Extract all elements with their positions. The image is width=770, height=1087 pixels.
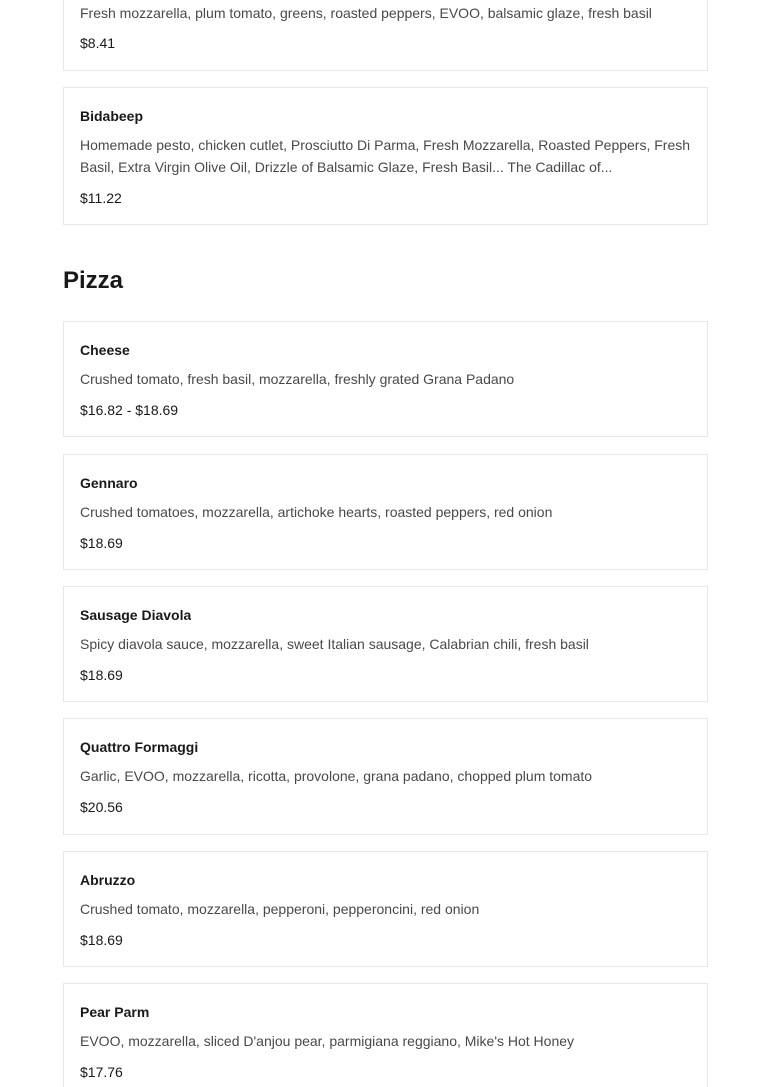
item-name: Pear Parm	[80, 1004, 150, 1020]
menu-item-card[interactable]	[63, 454, 708, 570]
item-description: Crushed tomatoes, mozzarella, artichoke hearts, roasted peppers, red onion	[80, 504, 553, 520]
item-price: $18.69	[80, 667, 123, 683]
item-description: Spicy diavola sauce, mozzarella, sweet Italian sausage, Calabrian chili, fresh basil	[80, 636, 589, 652]
menu-item-card[interactable]	[63, 851, 708, 967]
menu-item-card[interactable]	[63, 0, 708, 71]
item-description: Crushed tomato, mozzarella, pepperoni, pepperoncini, red onion	[80, 901, 480, 917]
menu-item-card[interactable]	[63, 983, 708, 1087]
item-price: $16.82 - $18.69	[80, 402, 179, 418]
item-price: $20.56	[80, 799, 123, 815]
menu-item-card[interactable]	[63, 321, 708, 437]
item-description: Garlic, EVOO, mozzarella, ricotta, provolone, grana padano, chopped plum tomato	[80, 768, 593, 784]
item-name: Gennaro	[80, 475, 138, 491]
item-price: $11.22	[80, 190, 122, 206]
item-price: $18.69	[80, 932, 123, 948]
menu-item-card[interactable]	[63, 718, 708, 835]
item-description: Homemade pesto, chicken cutlet, Prosciutto Di Parma, Fresh Mozzarella, Roasted Peppers, Fresh Basil, Extra Virgin Olive Oil, Drizzle of Balsamic Glaze, Fresh Basil... The Cadillac of...	[80, 137, 691, 175]
item-price: $8.41	[80, 35, 116, 51]
menu-item-card[interactable]	[63, 87, 708, 225]
item-name: Bidabeep	[80, 108, 144, 124]
section-title-pizza: Pizza	[63, 267, 124, 294]
menu-item-card[interactable]	[63, 586, 708, 702]
item-description: EVOO, mozzarella, sliced D'anjou pear, parmigiana reggiano, Mike's Hot Honey	[80, 1033, 575, 1049]
item-name: Sausage Diavola	[80, 607, 192, 623]
item-name: Quattro Formaggi	[80, 739, 199, 755]
item-description: Crushed tomato, fresh basil, mozzarella, freshly grated Grana Padano	[80, 371, 515, 387]
item-price: $17.76	[80, 1064, 123, 1080]
item-name: Cheese	[80, 342, 130, 358]
item-description: Fresh mozzarella, plum tomato, greens, roasted peppers, EVOO, balsamic glaze, fresh basil	[80, 5, 652, 21]
item-price: $18.69	[80, 535, 123, 551]
item-name: Abruzzo	[80, 872, 136, 888]
